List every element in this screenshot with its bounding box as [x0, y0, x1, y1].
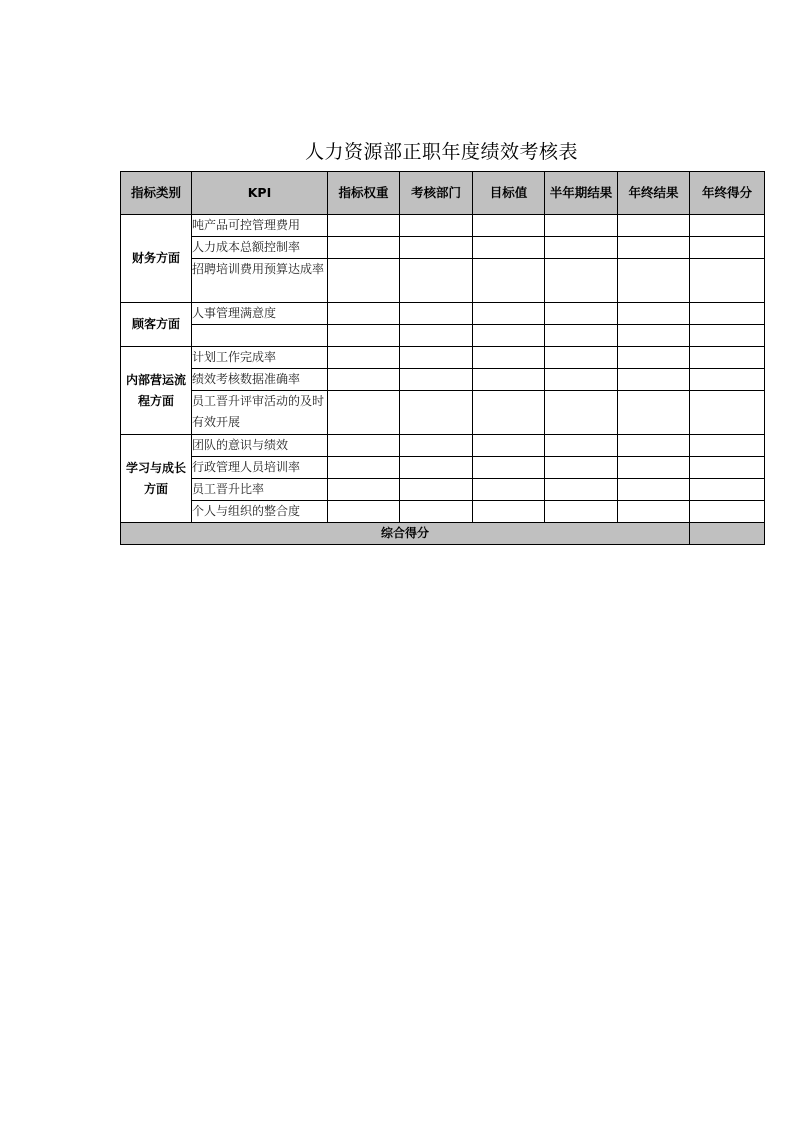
- header-weight: 指标权重: [328, 172, 400, 215]
- kpi-cell: 绩效考核数据准确率: [192, 369, 328, 391]
- header-dept: 考核部门: [400, 172, 473, 215]
- header-yearend-score: 年终得分: [690, 172, 765, 215]
- table-row: [121, 501, 765, 523]
- header-target: 目标值: [473, 172, 545, 215]
- kpi-cell: 吨产品可控管理费用: [192, 215, 328, 237]
- kpi-cell: 员工晋升比率: [192, 479, 328, 501]
- header-category: 指标类别: [121, 172, 192, 215]
- total-score-cell: [690, 523, 765, 545]
- total-row: [121, 523, 765, 545]
- table-row: [121, 215, 765, 237]
- category-cell: 财务方面: [121, 215, 192, 303]
- header-kpi: KPI: [192, 172, 328, 215]
- kpi-cell: 个人与组织的整合度: [192, 501, 328, 523]
- kpi-table: [120, 171, 765, 545]
- kpi-cell: 团队的意识与绩效: [192, 435, 328, 457]
- table-row: [121, 391, 765, 435]
- header-midyear: 半年期结果: [545, 172, 618, 215]
- table-row: [121, 435, 765, 457]
- kpi-cell: 招聘培训费用预算达成率: [192, 259, 328, 303]
- category-cell: 内部营运流程方面: [121, 347, 192, 435]
- kpi-cell: 人力成本总额控制率: [192, 237, 328, 259]
- table-row: [121, 347, 765, 369]
- table-row: [121, 457, 765, 479]
- kpi-cell: 计划工作完成率: [192, 347, 328, 369]
- table-row: [121, 259, 765, 303]
- table-row: [121, 479, 765, 501]
- table-row: [121, 237, 765, 259]
- kpi-cell: 行政管理人员培训率: [192, 457, 328, 479]
- header-yearend-result: 年终结果: [618, 172, 690, 215]
- table-row: [121, 369, 765, 391]
- page-title: 人力资源部正职年度绩效考核表: [304, 141, 578, 163]
- kpi-cell: 人事管理满意度: [192, 303, 328, 325]
- total-label: 综合得分: [121, 523, 690, 545]
- kpi-cell: 员工晋升评审活动的及时有效开展: [192, 391, 328, 435]
- table-row: [121, 325, 765, 347]
- table-row: [121, 303, 765, 325]
- category-cell: 学习与成长方面: [121, 435, 192, 523]
- kpi-cell: [192, 325, 328, 347]
- category-cell: 顾客方面: [121, 303, 192, 347]
- header-row: [121, 172, 765, 215]
